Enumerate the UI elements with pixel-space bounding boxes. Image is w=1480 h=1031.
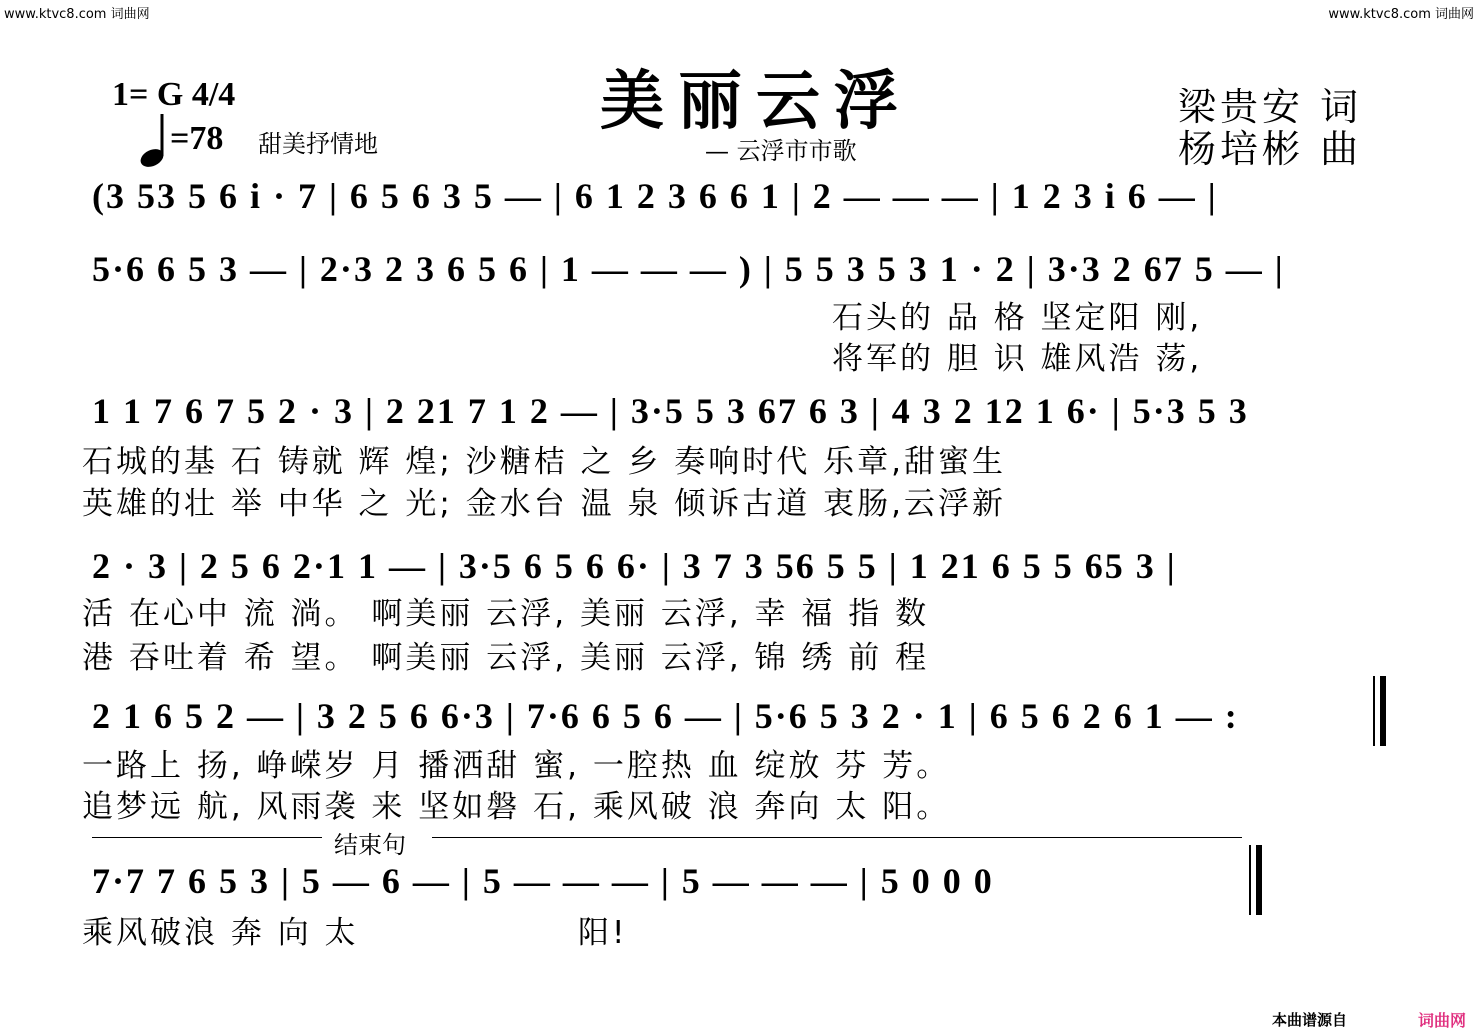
ending-rule-left <box>92 837 322 838</box>
lyric-row-3-verse-1: 石城的基 石 铸就 辉 煌; 沙糖桔 之 乡 奏响时代 乐章,甜蜜生 <box>82 444 1006 480</box>
score-row-6: 7·7 7 6 5 3 | 5 — 6 — | 5 — — — | 5 — — — | 5 0 0 0 <box>92 861 994 901</box>
ending-rule-right <box>432 837 1242 838</box>
score-row-1: (3 53 5 6 i · 7 | 6 5 6 3 5 — | 6 1 2 3 6 6 1 | 2 — — — | 1 2 3 i 6 — | <box>92 176 1218 216</box>
lyric-row-5-verse-2: 追梦远 航, 风雨袭 来 坚如磐 石, 乘风破 浪 奔向 太 阳。 <box>82 789 951 825</box>
lyric-row-2-verse-1: 石头的 品 格 坚定阳 刚, <box>832 300 1203 336</box>
score-row-3: 1 1 7 6 7 5 2 · 3 | 2 21 7 1 2 — | 3·5 5 3 67 6 3 | 4 3 2 12 1 6· | 5·3 5 3 <box>92 391 1249 431</box>
footer-source: 本曲谱源自 <box>1272 1011 1348 1029</box>
tempo-text: 甜美抒情地 <box>258 130 378 158</box>
score-row-4: 2 · 3 | 2 5 6 2·1 1 — | 3·5 6 5 6 6· | 3 7 3 56 5 5 | 1 21 6 5 5 65 3 | <box>92 546 1177 586</box>
score-row-2: 5·6 6 5 3 — | 2·3 2 3 6 5 6 | 1 — — — ) | 5 5 3 5 3 1 · 2 | 3·3 2 67 5 — | <box>92 249 1285 289</box>
final-bar <box>1256 845 1262 915</box>
tempo-mark: =78 <box>170 120 224 157</box>
key-signature: 1= G 4/4 <box>112 76 236 113</box>
lyric-row-6-part-1: 乘风破浪 奔 向 太 <box>82 915 359 951</box>
lyric-row-6-part-2: 阳! <box>578 915 628 951</box>
lyric-row-4-verse-2: 港 吞吐着 希 望。 啊美丽 云浮, 美丽 云浮, 锦 绣 前 程 <box>82 640 930 676</box>
composer: 杨培彬 曲 <box>1178 127 1363 171</box>
repeat-thin-bar <box>1373 676 1375 746</box>
lyric-row-4-verse-1: 活 在心中 流 淌。 啊美丽 云浮, 美丽 云浮, 幸 福 指 数 <box>82 596 930 632</box>
song-title: 美丽云浮 <box>600 64 912 139</box>
lyric-row-5-verse-1: 一路上 扬, 峥嵘岁 月 播洒甜 蜜, 一腔热 血 绽放 芬 芳。 <box>82 748 951 784</box>
watermark-left: www.ktvc8.com 词曲网 <box>4 7 150 22</box>
ending-label: 结束句 <box>334 831 406 859</box>
quarter-note-icon <box>132 112 172 170</box>
score-row-5: 2 1 6 5 2 — | 3 2 5 6 6·3 | 7·6 6 5 6 — | 5·6 5 3 2 · 1 | 6 5 6 2 6 1 — : <box>92 696 1239 736</box>
lyric-row-3-verse-2: 英雄的壮 举 中华 之 光; 金水台 温 泉 倾诉古道 衷肠,云浮新 <box>82 486 1006 522</box>
repeat-end-bar <box>1380 676 1386 746</box>
lyric-row-2-verse-2: 将军的 胆 识 雄风浩 荡, <box>832 341 1203 377</box>
final-thin-bar <box>1249 845 1251 915</box>
watermark-right: www.ktvc8.com 词曲网 <box>1328 7 1474 22</box>
lyricist: 梁贵安 词 <box>1178 85 1363 129</box>
song-subtitle: — 云浮市市歌 <box>705 137 857 165</box>
footer-site-logo[interactable]: 词曲网 <box>1418 1011 1467 1030</box>
